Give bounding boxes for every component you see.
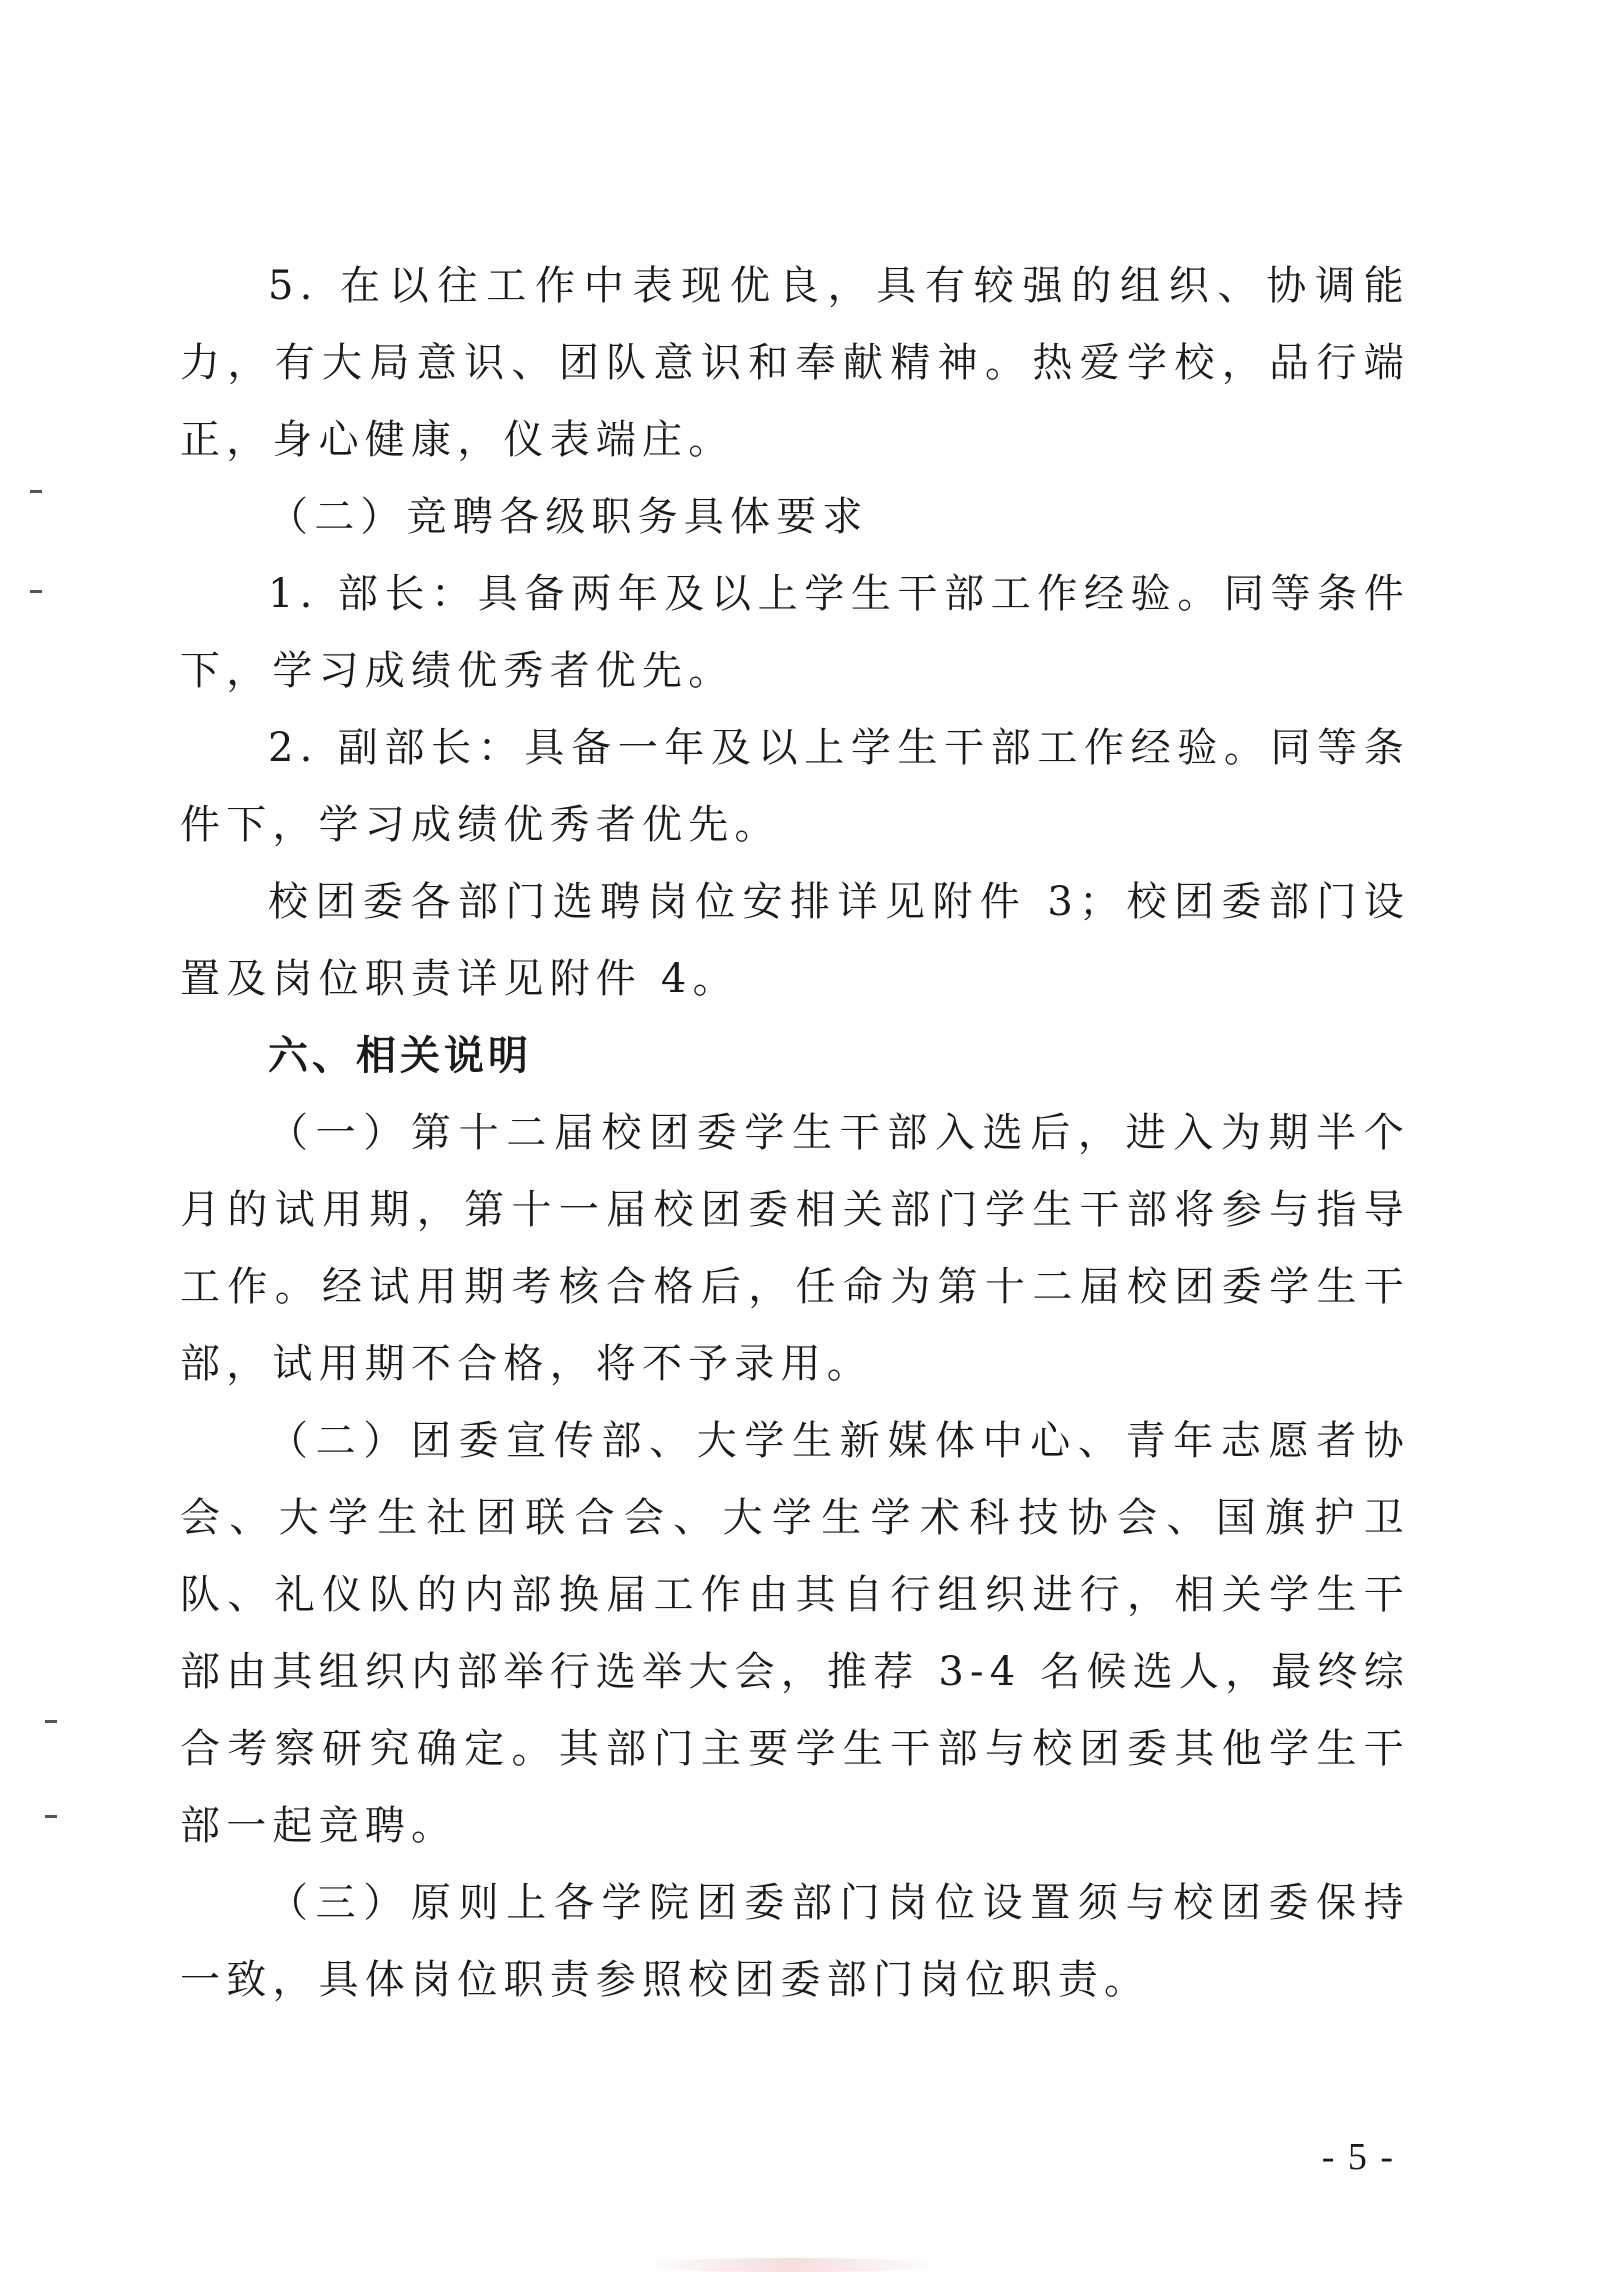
paragraph-requirement-5: 5. 在以往工作中表现优良，具有较强的组织、协调能力，有大局意识、团队意识和奉献精神。热爱学校，品行端正，身心健康，仪表端庄。	[180, 263, 1410, 463]
paragraph-note-3: （三）原则上各学院团委部门岗位设置须与校团委保持一致，具体岗位职责参照校团委部门岗位职责。	[180, 1880, 1410, 2003]
scan-mark	[30, 490, 42, 493]
scan-mark	[30, 590, 42, 593]
paragraph-minister-requirement: 1. 部长：具备两年及以上学生干部工作经验。同等条件下，学习成绩优秀者优先。	[180, 571, 1410, 694]
document-body	[180, 248, 1410, 2019]
scan-mark	[45, 1720, 57, 1723]
paragraph-vice-minister-requirement: 2. 副部长：具备一年及以上学生干部工作经验。同等条件下，学习成绩优秀者优先。	[180, 725, 1410, 848]
scan-smudge	[640, 2258, 940, 2272]
section-heading-related-notes: 六、相关说明	[268, 1033, 532, 1079]
paragraph-note-2: （二）团委宣传部、大学生新媒体中心、青年志愿者协会、大学生社团联合会、大学生学术科技协会、国旗护卫队、礼仪队的内部换届工作由其自行组织进行，相关学生干部由其组织内部举行选举大会，推荐 3-4 名候选人，最终综合考察研究确定。其部门主要学生干部与校团委其他学生干部一起竞聘。	[180, 1418, 1410, 1849]
paragraph-note-1: （一）第十二届校团委学生干部入选后，进入为期半个月的试用期，第十一届校团委相关部门学生干部将参与指导工作。经试用期考核合格后，任命为第十二届校团委学生干部，试用期不合格，将不予录用。	[180, 1110, 1410, 1387]
scan-mark	[45, 1815, 57, 1818]
section-heading-specific-requirements: （二）竞聘各级职务具体要求	[268, 494, 869, 540]
page-number: - 5 -	[1321, 2136, 1395, 2178]
paragraph-attachment-reference: 校团委各部门选聘岗位安排详见附件 3；校团委部门设置及岗位职责详见附件 4。	[180, 879, 1410, 1002]
